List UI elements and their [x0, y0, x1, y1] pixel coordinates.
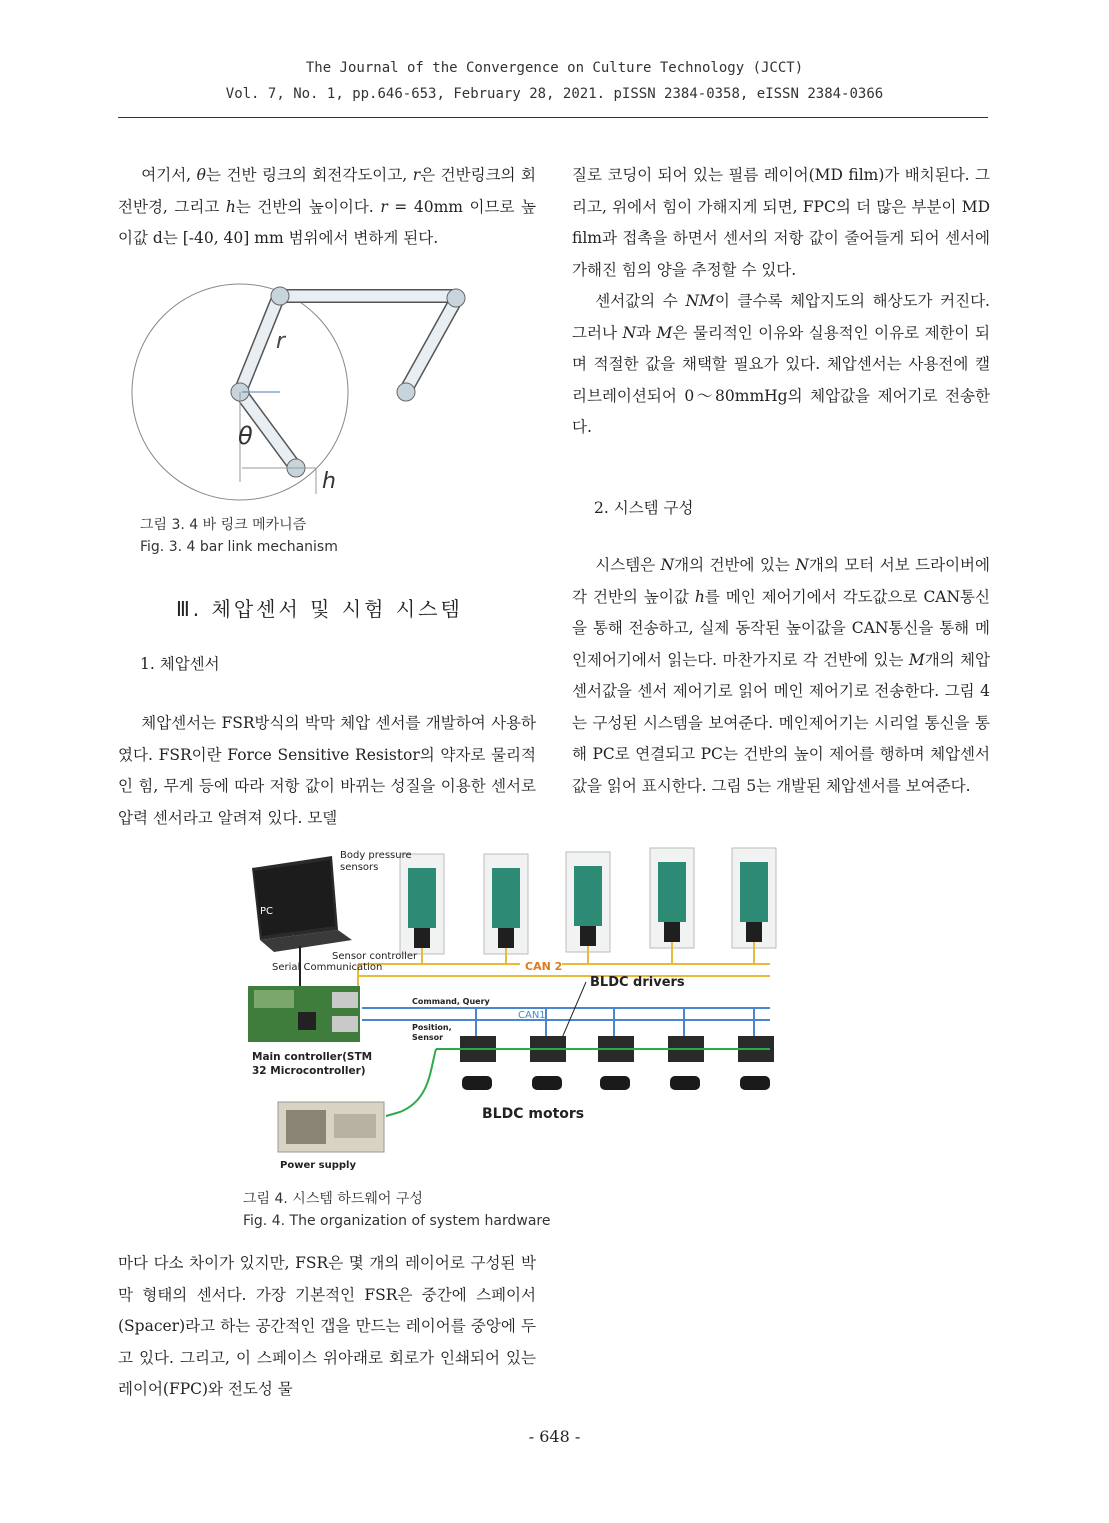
power-supply — [278, 1102, 384, 1152]
symbol-h: h — [694, 587, 705, 606]
label-sensors: Body pressure — [340, 850, 412, 861]
page-number: - 648 - — [528, 1427, 581, 1446]
text: 이 클수록 체압지도의 해상도가 커진다. 그러나 — [572, 292, 990, 342]
symbol-r: r — [412, 166, 421, 184]
main-controller-board — [248, 986, 360, 1042]
figure-3-caption-ko: 그림 3. 4 바 링크 메카니즘 — [140, 517, 307, 533]
text: 개의 모터 서보 드라이버에 각 건반의 높이값 — [572, 556, 990, 606]
sensor-group — [400, 848, 776, 954]
symbol-theta: θ — [196, 166, 206, 184]
symbol-nm: NM — [685, 292, 715, 310]
section-title: Ⅲ. 체압센서 및 시험 시스템 — [176, 597, 463, 621]
symbol-n: N — [660, 556, 675, 574]
journal-volume: Vol. 7, No. 1, pp.646-653, February 28, 2021. pISSN 2384-0358, eISSN 2384-0366 — [225, 86, 884, 102]
paragraph: 마다 다소 차이가 있지만, FSR은 몇 개의 레이어로 구성된 박막 형태의 센서다. 가장 기본적인 FSR은 중간에 스페이서(Spacer)라고 하는 공간적인 갭을 만드는 레이어를 중앙에 두고 있다. 그리고, 이 스페이스 위아래로 회로가 인쇄되어 있는 레이어(FPC)와 전도성 물 — [118, 1254, 536, 1398]
label-h: h — [322, 469, 336, 494]
text: 는 건반의 높이이다. — [235, 197, 381, 216]
symbol-n: N — [622, 323, 637, 342]
figure-3-linkage — [130, 282, 490, 502]
label-power-supply: Power supply — [280, 1160, 356, 1171]
bottom-left-text — [118, 1248, 536, 1406]
journal-title: The Journal of the Convergence on Culture Technology (JCCT) — [305, 60, 804, 76]
label-sensors-2: sensors — [340, 862, 379, 873]
label-can1: CAN1 — [518, 1010, 546, 1021]
paragraph — [572, 286, 990, 444]
paragraph: 질로 코딩이 되어 있는 필름 레이어(MD film)가 배치된다. 그리고, 위에서 힘이 가해지게 되면, FPC의 더 많은 부분이 MD film과 접촉을 하면서 센서의 저항 값이 줄어들게 되어 센서에 가해진 힘의 양을 추정할 수 있다. — [572, 166, 990, 279]
text: 과 — [636, 323, 657, 342]
text: 여기서, — [141, 166, 197, 184]
text: 개의 건반에 있는 — [674, 556, 796, 574]
symbol-m: M — [908, 650, 925, 669]
text: 은 물리적인 이유와 실용적인 이유로 제한이 되며 적절한 값을 채택할 필요가 있다. 체압센서는 사용전에 캘리브레이션되어 0～80mmHg의 체압값을 제어기로 전송한다. — [572, 323, 990, 436]
label-bldc-motors: BLDC motors — [482, 1106, 585, 1122]
label-serial: Serial Communication — [272, 962, 383, 973]
laptop-pc — [252, 856, 352, 952]
right-column-text — [572, 160, 990, 444]
label-position: Position, — [412, 1023, 452, 1032]
symbol-n: N — [795, 556, 809, 574]
text: 센서값의 수 — [595, 292, 686, 310]
label-main-controller-2: 32 Microcontroller) — [252, 1065, 366, 1077]
figure-3-caption-en: Fig. 3. 4 bar link mechanism — [140, 539, 338, 555]
label-theta: θ — [238, 422, 253, 450]
text: 는 건반 링크의 회전각도이고, — [205, 166, 413, 184]
text: = 40mm 이므로 높이값 d는 [-40, 40] mm 범위에서 변하게 된다. — [118, 197, 536, 247]
label-sensor-controller: Sensor controller — [332, 951, 418, 962]
left-top-text — [118, 160, 536, 255]
label-bldc-drivers: BLDC drivers — [590, 975, 685, 990]
header-rule — [118, 117, 988, 118]
crank-link-fill — [240, 298, 278, 392]
right-link-fill — [406, 300, 456, 390]
symbol-h: h — [225, 197, 236, 216]
symbol-m: M — [656, 323, 673, 342]
paragraph: 체압센서는 FSR방식의 박막 체압 센서를 개발하여 사용하였다. FSR이란 Force Sensitive Resistor의 약자로 물리적인 힘, 무게 등에 따라 저항 값이 바뀌는 성질을 이용한 센서로 압력 센서라고 알려져 있다. 모델 — [118, 714, 536, 827]
figure-4-hardware — [240, 840, 800, 1178]
label-r: r — [276, 329, 286, 354]
text: 개의 체압센서값을 센서 제어기로 읽어 메인 제어기로 전송한다. 그림 4는 구성된 시스템을 보여준다. 메인제어기는 시리얼 통신을 통해 PC로 연결되고 PC는 건반의 높이 제어를 행하며 체압센서값을 읽어 표시한다. 그림 5는 개발된 체압센서를 보여준다. — [572, 650, 991, 795]
text: 은 건반링크의 회전반경, 그리고 — [118, 166, 537, 216]
figure-4-caption-ko: 그림 4. 시스템 하드웨어 구성 — [243, 1191, 423, 1207]
text: 시스템은 — [595, 556, 661, 574]
label-command: Command, Query — [412, 997, 490, 1006]
text: 를 메인 제어기에서 각도값으로 CAN통신을 통해 전송하고, 실제 동작된 높이값을 CAN통신을 통해 메인제어기에서 읽는다. 마찬가지로 각 건반에 있는 — [572, 587, 991, 669]
joint — [447, 289, 465, 307]
label-main-controller: Main controller(STM — [252, 1051, 373, 1063]
bldc-motor-group — [462, 1076, 770, 1090]
system-text — [572, 550, 990, 802]
label-position-2: Sensor — [412, 1033, 444, 1042]
symbol-r: r — [380, 197, 388, 216]
label-can2: CAN 2 — [525, 960, 563, 973]
label-pc: PC — [260, 906, 274, 917]
subsection-title: 1. 체압센서 — [140, 655, 220, 673]
paragraph — [118, 160, 536, 255]
figure-4-caption-en: Fig. 4. The organization of system hardware — [243, 1213, 551, 1229]
joint — [271, 287, 289, 305]
joint — [397, 383, 415, 401]
subsection-title: 2. 시스템 구성 — [594, 499, 694, 517]
paragraph — [572, 550, 990, 802]
section3-body — [118, 708, 536, 834]
